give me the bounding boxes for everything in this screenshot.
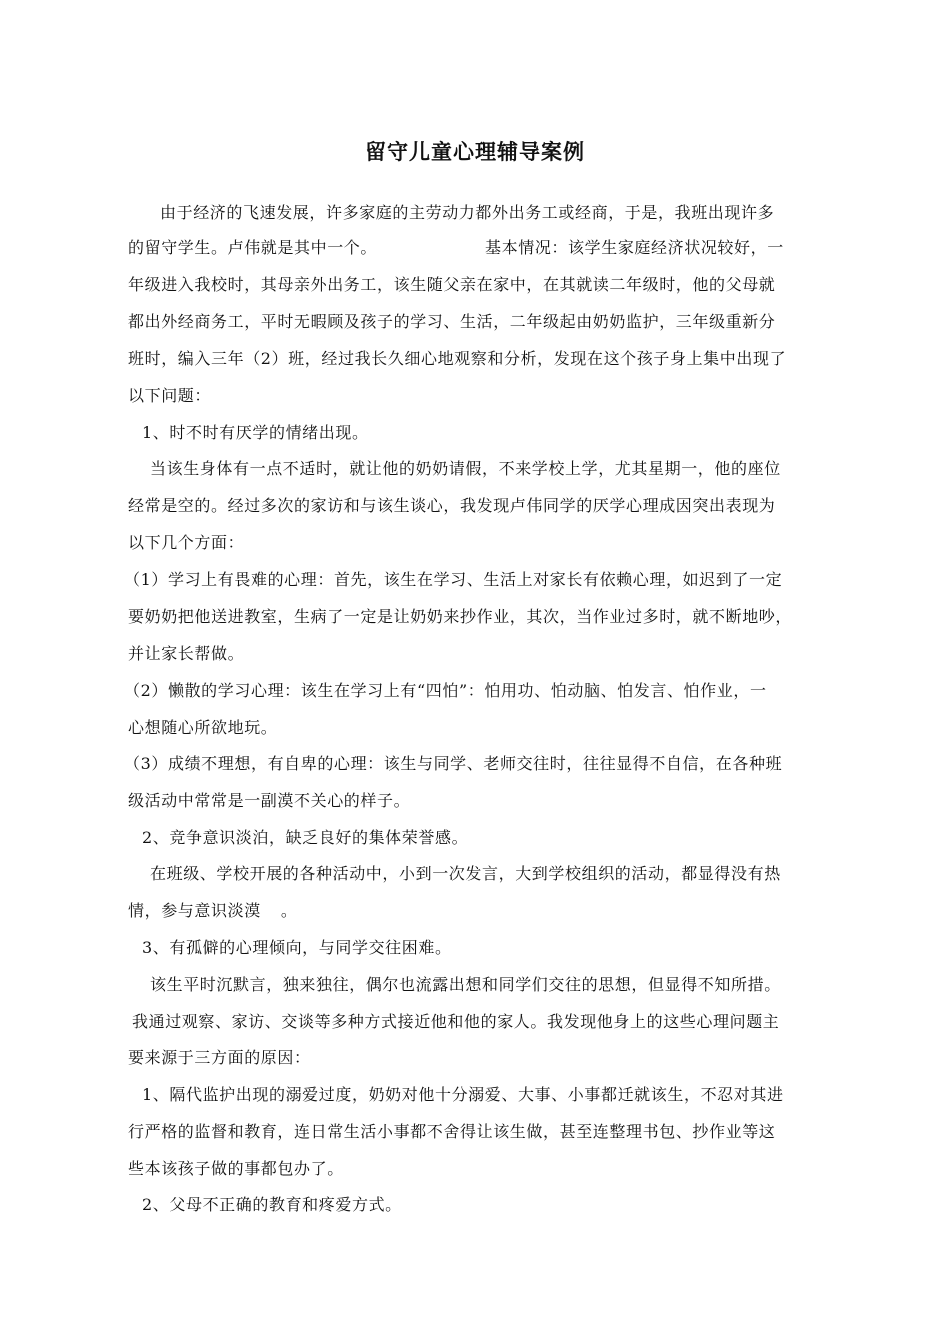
paragraph-line: 由于经济的飞速发展，许多家庭的主劳动力都外出务工或经商，于是，我班出现许多 bbox=[160, 203, 775, 222]
list-heading: 2、竞争意识淡泊，缺乏良好的集体荣誉感。 bbox=[142, 828, 469, 847]
paragraph-line: 心想随心所欲地玩。 bbox=[128, 718, 278, 737]
list-heading: 2、父母不正确的教育和疼爱方式。 bbox=[142, 1195, 402, 1214]
paragraph-line: 级活动中常常是一副漠不关心的样子。 bbox=[128, 791, 411, 810]
paragraph-line: 以下问题： bbox=[128, 386, 212, 405]
list-heading: 3、有孤僻的心理倾向，与同学交往困难。 bbox=[142, 938, 452, 957]
paragraph-text: 情，参与意识淡漠 bbox=[128, 901, 261, 920]
paragraph-line: 年级进入我校时，其母亲外出务工，该生随父亲在家中，在其就读二年级时，他的父母就 bbox=[128, 275, 776, 294]
document-title: 留守儿童心理辅导案例 bbox=[365, 139, 585, 164]
paragraph-text: 基本情况：该学生家庭经济状况较好，一 bbox=[485, 238, 784, 257]
paragraph-line: （2）懒散的学习心理：该生在学习上有“四怕”：怕用功、怕动脑、怕发言、怕作业，一 bbox=[124, 681, 767, 700]
paragraph-line bbox=[128, 899, 297, 923]
paragraph-line: 并让家长帮做。 bbox=[128, 644, 245, 663]
paragraph-line: 行严格的监督和教育，连日常生活小事都不舍得让该生做，甚至连整理书包、抄作业等这 bbox=[128, 1122, 776, 1141]
paragraph-line: 1、隔代监护出现的溺爱过度，奶奶对他十分溺爱、大事、小事都迁就该生，不忍对其进 bbox=[142, 1085, 784, 1104]
paragraph-line: （1）学习上有畏难的心理：首先，该生在学习、生活上对家长有依赖心理，如迟到了一定 bbox=[124, 570, 783, 589]
paragraph-line bbox=[128, 236, 784, 260]
paragraph-text: 。 bbox=[280, 901, 298, 920]
paragraph-text: 的留守学生。卢伟就是其中一个。 bbox=[128, 238, 378, 257]
paragraph-line: 班时，编入三年（2）班，经过我长久细心地观察和分析，发现在这个孩子身上集中出现了 bbox=[128, 349, 787, 368]
list-heading: 1、时不时有厌学的情绪出现。 bbox=[142, 423, 369, 442]
paragraph-line: 些本该孩子做的事都包办了。 bbox=[128, 1159, 344, 1178]
paragraph-line: （3）成绩不理想，有自卑的心理：该生与同学、老师交往时，往往显得不自信，在各种班 bbox=[124, 754, 783, 773]
paragraph-line: 都出外经商务工，平时无暇顾及孩子的学习、生活，二年级起由奶奶监护，三年级重新分 bbox=[128, 312, 776, 331]
paragraph-line: 经常是空的。经过多次的家访和与该生谈心，我发现卢伟同学的厌学心理成因突出表现为 bbox=[128, 496, 776, 515]
paragraph-line: 当该生身体有一点不适时，就让他的奶奶请假，不来学校上学，尤其星期一，他的座位 bbox=[150, 459, 781, 478]
paragraph-line: 要奶奶把他送进教室，生病了一定是让奶奶来抄作业，其次，当作业过多时，就不断地吵， bbox=[128, 607, 793, 626]
paragraph-line: 在班级、学校开展的各种活动中，小到一次发言，大到学校组织的活动，都显得没有热 bbox=[150, 864, 781, 883]
paragraph-line: 我通过观察、家访、交谈等多种方式接近他和他的家人。我发现他身上的这些心理问题主 bbox=[132, 1012, 780, 1031]
paragraph-line: 以下几个方面： bbox=[128, 533, 245, 552]
paragraph-line: 要来源于三方面的原因： bbox=[128, 1048, 311, 1067]
paragraph-line: 该生平时沉默言，独来独往，偶尔也流露出想和同学们交往的思想，但显得不知所措。 bbox=[150, 975, 781, 994]
